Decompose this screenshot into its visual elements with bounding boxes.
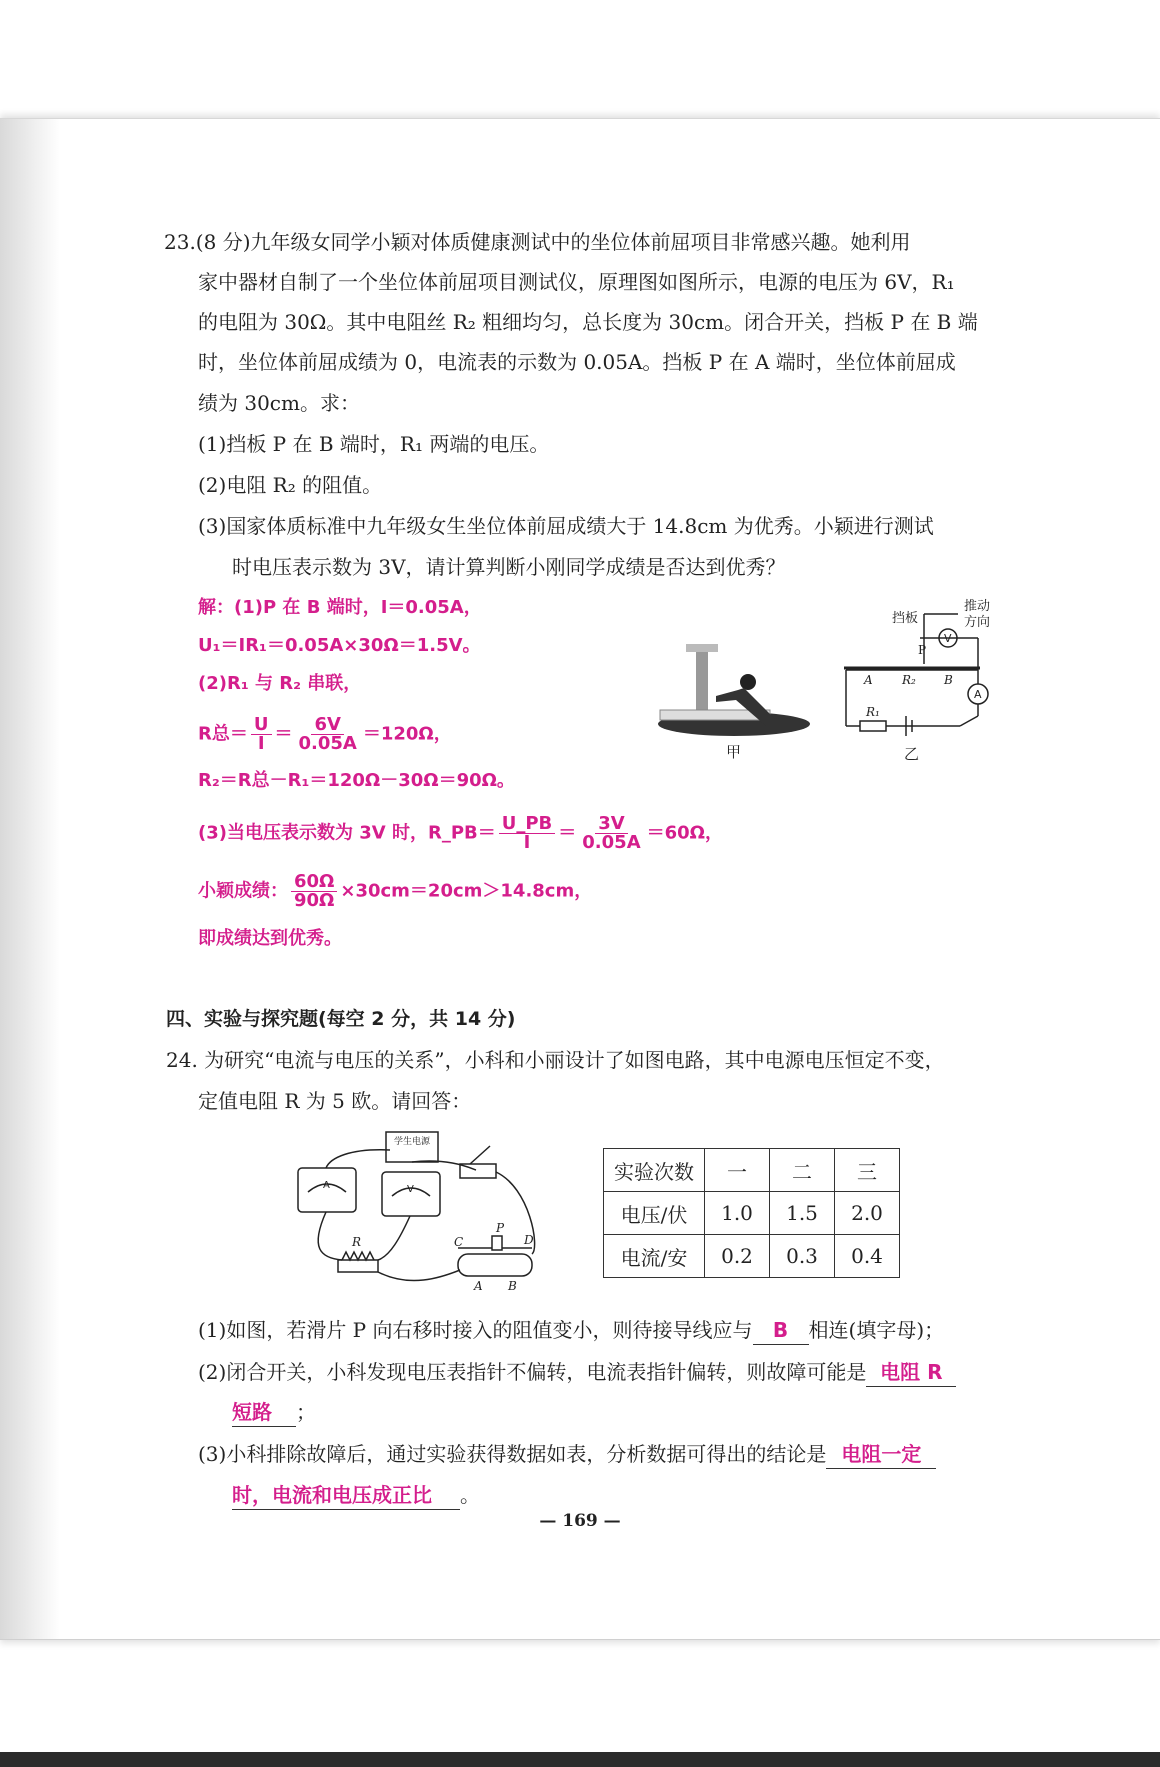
q23-line-4: 时，坐位体前屈成绩为 0，电流表的示数为 0.05A。挡板 P 在 A 端时，坐位体前屈成 <box>198 350 956 374</box>
fraction <box>499 815 556 852</box>
table-row <box>604 1235 900 1278</box>
q24-part-1-text: (1)如图，若滑片 P 向右移时接入的阻值变小，则待接导线应与 <box>198 1318 753 1342</box>
resistor-r1 <box>860 721 886 731</box>
numerator: U_PB <box>499 815 556 834</box>
label-P: P <box>918 643 927 657</box>
q24-part-3-suffix: 。 <box>460 1483 480 1507</box>
answer-blank-1: B <box>753 1316 809 1345</box>
q23-line-1: 23.(8 分)九年级女同学小颖对体质健康测试中的坐位体前屈项目非常感兴趣。她利用 <box>164 230 911 254</box>
q23-sub-1: (1)挡板 P 在 B 端时，R₁ 两端的电压。 <box>198 432 550 456</box>
denominator: 90Ω <box>294 890 335 911</box>
solution-line-5: R₂＝R总－R₁＝120Ω－30Ω＝90Ω。 <box>198 770 515 791</box>
page-number: — 169 — <box>539 1511 621 1531</box>
answer-blank-2b: 短路 <box>232 1398 296 1427</box>
label-R: R <box>352 1235 362 1249</box>
solution-line-7 <box>198 873 592 910</box>
fraction <box>291 873 337 910</box>
q23-sub-3b: 时电压表示数为 3V，请计算判断小刚同学成绩是否达到优秀？ <box>232 555 786 579</box>
experiment-data-table <box>603 1148 900 1278</box>
numerator: 60Ω <box>291 873 337 892</box>
label-baffle: 挡板 <box>892 611 919 626</box>
table-cell: 二 <box>770 1149 835 1192</box>
table-cell: 三 <box>835 1149 900 1192</box>
experiment-circuit-illustration <box>290 1128 540 1298</box>
label-V: V <box>944 632 952 645</box>
numerator: 3V <box>595 815 627 834</box>
numerator: 6V <box>311 716 343 735</box>
denominator: 0.05A <box>298 733 357 754</box>
label-P: P <box>496 1221 505 1235</box>
label-C: C <box>454 1235 464 1249</box>
q24-part-3-cont <box>232 1481 480 1510</box>
page-edge-shadow <box>0 119 60 1639</box>
table-cell: 电流/安 <box>604 1235 705 1278</box>
table-cell: 电压/伏 <box>604 1192 705 1235</box>
label-A: A <box>864 673 873 687</box>
table-cell: 实验次数 <box>604 1149 705 1192</box>
label-Am: A <box>974 688 982 701</box>
denominator: I <box>257 733 265 754</box>
table-cell: 一 <box>705 1149 770 1192</box>
resistor-coil <box>342 1252 374 1260</box>
section-4-heading: 四、实验与探究题(每空 2 分，共 14 分) <box>166 1008 516 1030</box>
label-push-2: 方向 <box>964 615 991 630</box>
bottom-bar <box>0 1752 1160 1767</box>
q23-line-5: 绩为 30cm。求： <box>198 391 360 415</box>
q23-line-3: 的电阻为 30Ω。其中电阻丝 R₂ 粗细均匀，总长度为 30cm。闭合开关，挡板 P 在 B 端 <box>198 310 978 334</box>
answer-blank-2a: 电阻 R <box>866 1358 956 1387</box>
label-R2: R₂ <box>902 673 916 687</box>
switch-lever <box>470 1146 490 1164</box>
figure-yi-label: 乙 <box>904 745 920 763</box>
label-push-1: 推动 <box>964 599 991 614</box>
formula-result: ＝60Ω， <box>646 822 723 844</box>
q23-line-2: 家中器材自制了一个坐位体前屈项目测试仪，原理图如图所示，电源的电压为 6V，R₁ <box>198 270 955 294</box>
person-head <box>740 674 756 690</box>
numerator: U <box>251 716 272 735</box>
answer-blank-3b: 时，电流和电压成正比 <box>232 1481 460 1510</box>
equals: ＝ <box>558 822 577 844</box>
q23-sub-2: (2)电阻 R₂ 的阻值。 <box>198 473 383 497</box>
figure-jia-label: 甲 <box>726 743 742 761</box>
denominator: 0.05A <box>582 832 641 853</box>
label-power: 学生电源 <box>394 1137 431 1147</box>
label-voltmeter: V <box>407 1184 414 1195</box>
device-post <box>696 648 708 720</box>
table-cell: 2.0 <box>835 1192 900 1235</box>
solution-line-2: U₁＝IR₁＝0.05A×30Ω＝1.5V。 <box>198 635 481 656</box>
solution-line-3: (2)R₁ 与 R₂ 串联， <box>198 673 362 694</box>
formula-result: ＝120Ω， <box>362 723 452 745</box>
formula-prefix: (3)当电压表示数为 3V 时，R_PB＝ <box>198 822 496 844</box>
q24-line-2: 定值电阻 R 为 5 欧。请回答： <box>198 1089 472 1113</box>
solution-line-1: 解：(1)P 在 B 端时，I＝0.05A， <box>198 597 482 618</box>
formula-result: ×30cm＝20cm＞14.8cm， <box>340 880 593 902</box>
q24-part-2 <box>198 1358 956 1387</box>
resistor-base <box>338 1260 378 1272</box>
q23-sub-3a: (3)国家体质标准中九年级女生坐位体前屈成绩大于 14.8cm 为优秀。小颖进行测试 <box>198 514 934 538</box>
q24-part-2-suffix: ； <box>296 1400 316 1424</box>
label-ammeter: A <box>323 1180 330 1191</box>
fraction <box>579 815 643 852</box>
solution-line-6 <box>198 815 723 852</box>
wire <box>378 1216 410 1260</box>
q24-part-1-suffix: 相连(填字母)； <box>808 1318 945 1342</box>
top-margin <box>0 0 1160 118</box>
figure-jia-illustration <box>656 640 811 740</box>
table-cell: 1.0 <box>705 1192 770 1235</box>
q24-part-2-text: (2)闭合开关，小科发现电压表指针不偏转，电流表指针偏转，则故障可能是 <box>198 1360 867 1384</box>
table-row <box>604 1149 900 1192</box>
formula-prefix: R总＝ <box>198 723 248 745</box>
table-cell: 1.5 <box>770 1192 835 1235</box>
q24-part-2-cont <box>232 1398 316 1427</box>
device-top <box>686 644 718 652</box>
table-cell: 0.4 <box>835 1235 900 1278</box>
formula-prefix: 小颖成绩： <box>198 880 288 902</box>
wire <box>378 1270 460 1281</box>
q24-line-1: 24. 为研究“电流与电压的关系”，小科和小丽设计了如图电路，其中电源电压恒定不变， <box>166 1048 945 1072</box>
label-R1: R₁ <box>866 705 880 719</box>
fraction <box>251 716 272 753</box>
label-A: A <box>474 1279 483 1293</box>
table-cell: 0.2 <box>705 1235 770 1278</box>
rheostat <box>458 1254 532 1276</box>
equals: ＝ <box>274 723 293 745</box>
wire <box>326 1150 390 1168</box>
table-cell: 0.3 <box>770 1235 835 1278</box>
label-B: B <box>944 673 953 687</box>
wire <box>318 1212 342 1260</box>
q24-part-1 <box>198 1316 944 1345</box>
solution-line-8: 即成绩达到优秀。 <box>198 928 342 949</box>
fraction <box>296 716 360 753</box>
q24-part-3 <box>198 1440 936 1469</box>
label-D: D <box>524 1233 534 1247</box>
label-B: B <box>508 1279 517 1293</box>
figure-yi-circuit <box>840 596 1000 746</box>
denominator: I <box>523 832 531 853</box>
q24-part-3-text: (3)小科排除故障后，通过实验获得数据如表，分析数据可得出的结论是 <box>198 1442 827 1466</box>
table-row <box>604 1192 900 1235</box>
rheostat-slider <box>492 1236 502 1250</box>
answer-blank-3a: 电阻一定 <box>826 1440 936 1469</box>
solution-line-4 <box>198 716 452 753</box>
